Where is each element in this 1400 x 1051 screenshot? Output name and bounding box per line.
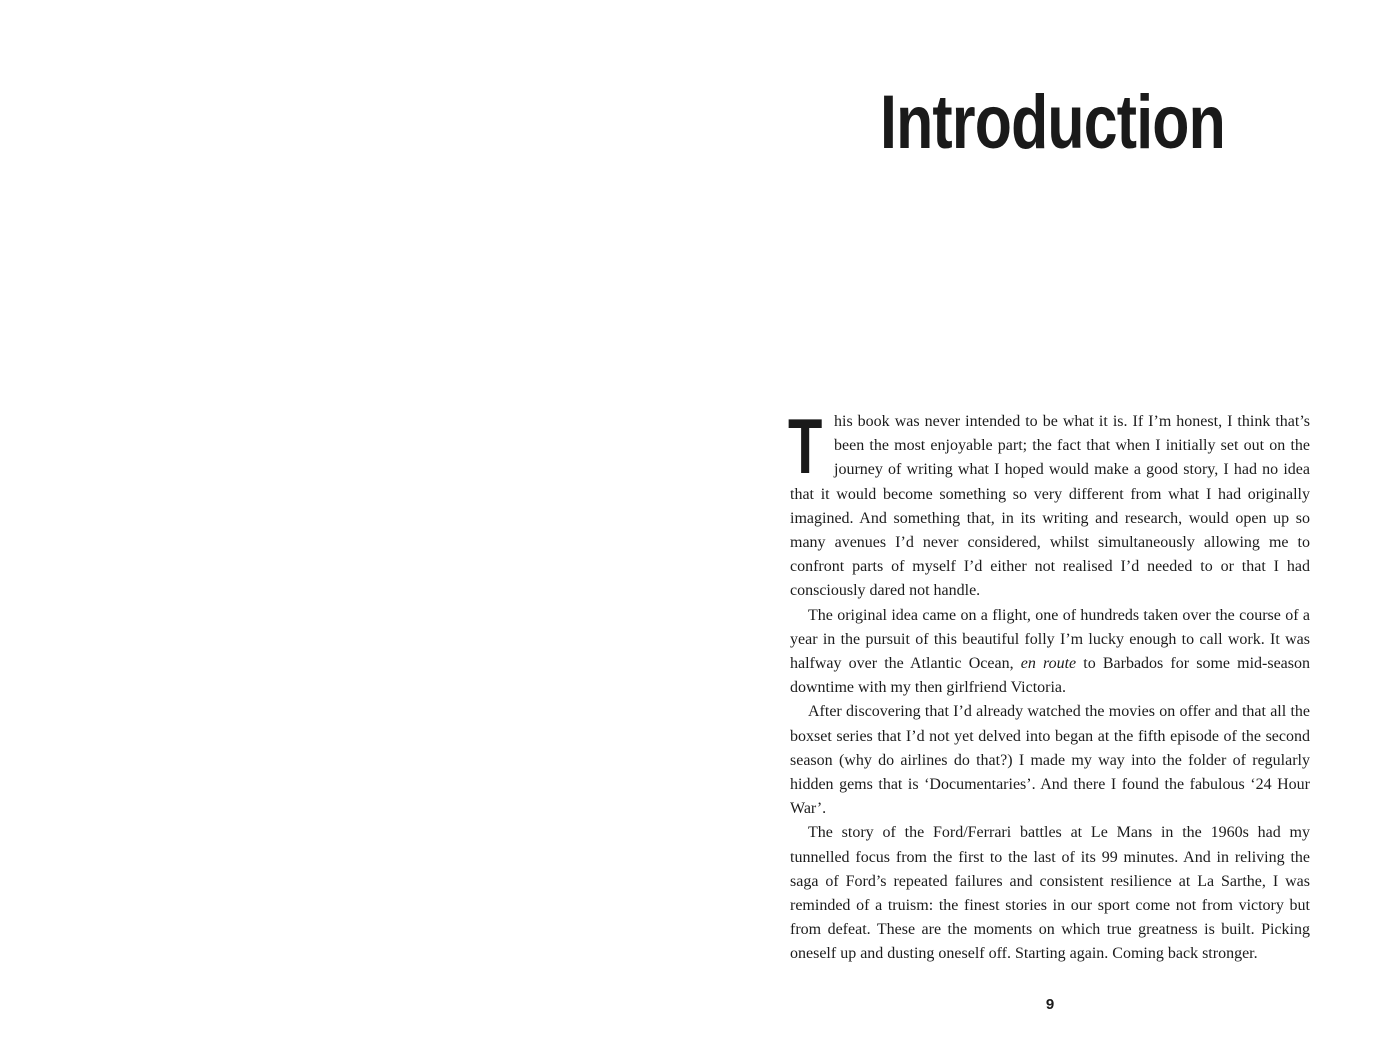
- paragraph-2: [790, 604, 1310, 701]
- paragraph-1: [788, 402, 1310, 604]
- paragraph-2-text-b: to Barbados for some mid-season downtime with my then girlfriend Victoria.: [790, 655, 1311, 697]
- paragraph-4: The story of the Ford/Ferrari battles at Le Mans in the 1960s had my tunnelled focus from the first to the last of its 99 minutes. And in reliving the saga of Ford’s repeated failures and consistent resilience at La Sarthe, I was reminded of a truism: the finest stories in our sport come not from victory but from defeat. These are the moments on which true greatness is built. Picking oneself up and dusting oneself off. Starting again. Coming back stronger.: [790, 824, 1310, 963]
- right-page: [700, 0, 1400, 1051]
- body-text: [788, 402, 1311, 967]
- drop-cap: T: [788, 402, 823, 490]
- paragraph-3: After discovering that I’d already watched the movies on offer and that all the boxset series that I’d not yet delved into began at the fifth episode of the second season (why do airlines do that?) I made my way into the folder of regularly hidden gems that is ‘Documentaries’. And there I found the fabulous ‘24 Hour War’.: [790, 703, 1310, 818]
- paragraph-2-italic: en route: [1020, 655, 1077, 673]
- paragraph-1-text: his book was never intended to be what it is. If I’m honest, I think that’s been the most enjoyable part; the fact that when I initially set out on the journey of writing what I hoped would make a good story, I had no idea that it would become something so very different from what I had originally imagined. And something that, in its writing and research, would open up so many avenues I’d never considered, whilst simultaneously allowing me to confront parts of myself I’d either not realised I’d needed to or that I had consciously dared not handle.: [790, 413, 1310, 600]
- chapter-title: Introduction: [880, 80, 1225, 165]
- page-number: 9: [1045, 996, 1055, 1013]
- paragraph-2-text-a: The original idea came on a flight, one of hundreds taken over the course of a year in the pursuit of this beautiful folly I’m lucky enough to call work. It was halfway over the Atlantic Ocean,: [790, 606, 1310, 673]
